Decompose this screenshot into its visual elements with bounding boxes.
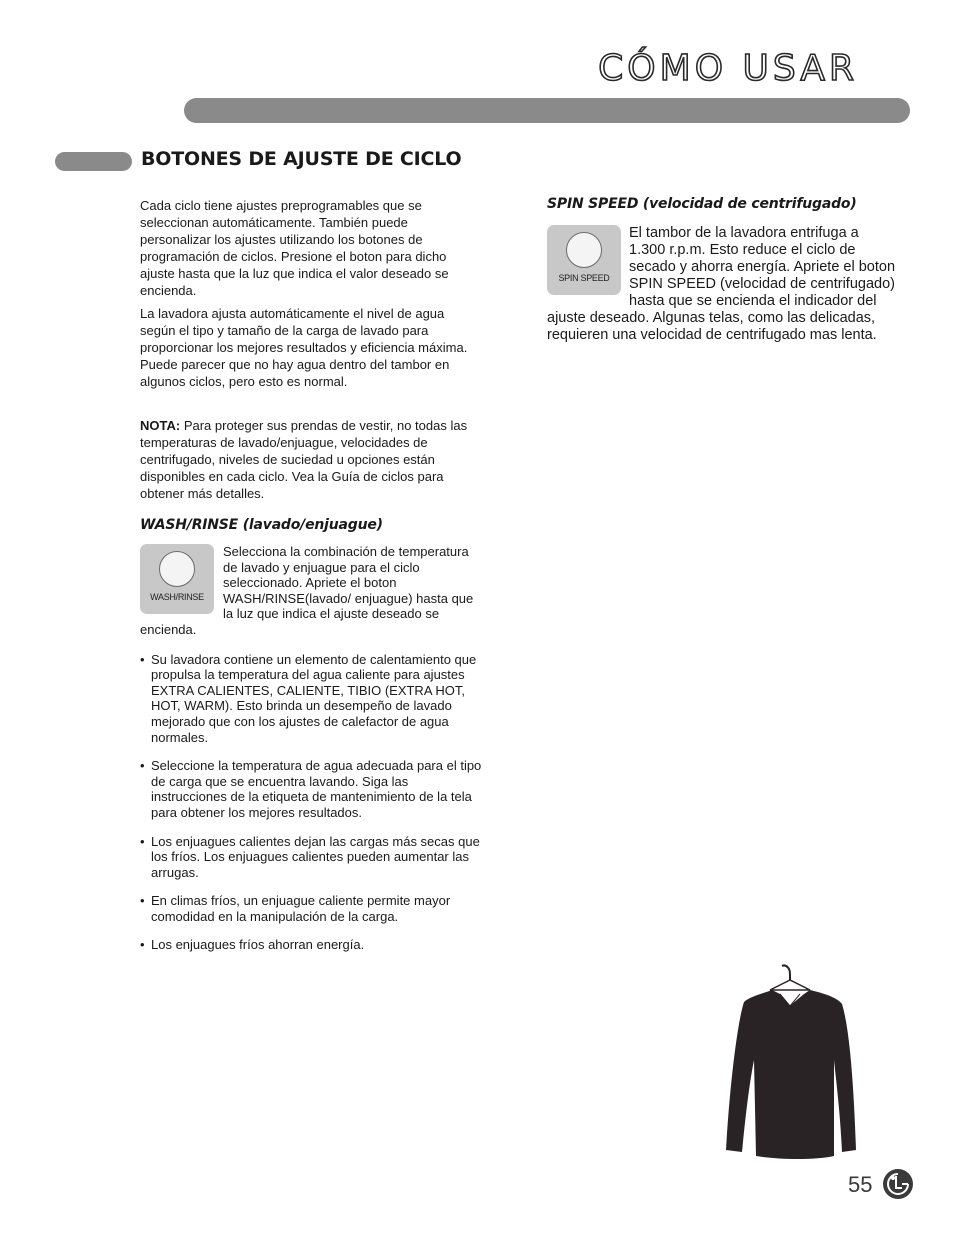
wash-rinse-button-label: WASH/RINSE — [150, 592, 204, 602]
wash-rinse-button-light — [159, 551, 195, 587]
bullet-icon: • — [140, 758, 145, 774]
list-item: • Los enjuagues fríos ahorran energía. — [140, 937, 365, 953]
list-item: • Los enjuagues calientes dejan las cargas más secas que los fríos. Los enjuagues calientes pueden aumentar las arrugas. — [140, 833, 480, 880]
header-bar — [184, 98, 910, 123]
page-number: 55 — [848, 1172, 873, 1197]
wash-rinse-bullets — [140, 652, 482, 954]
bullet-icon: • — [140, 893, 145, 909]
water-level-paragraph: La lavadora ajusta automáticamente el nivel de agua según el tipo y tamaño de la carga de lavado para proporcionar los mejores resultados y eficiencia máxima. Puede parecer que no hay agua dentro del tambor en algunos ciclos, pero esto es normal. — [140, 306, 468, 389]
lg-logo — [882, 1168, 914, 1200]
wash-rinse-description: Selecciona la combinación de temperatura de lavado y enjuague para el ciclo seleccionado. Apriete el boton WASH/RINSE(lavado/ enjuague) hasta que la luz que indica el ajuste deseado se encienda. — [140, 544, 474, 637]
right-column — [547, 196, 897, 344]
page-header-title: CÓMO USAR — [598, 48, 858, 89]
note-text: Para proteger sus prendas de vestir, no todas las temperaturas de lavado/enjuague, velocidades de centrifugado, niveles de suciedad u opciones están disponibles en cada ciclo. Vea la Guía de ciclos para obtener más detalles. — [140, 418, 468, 501]
shirt-on-hanger-icon — [720, 960, 862, 1160]
bullet-icon: • — [140, 937, 145, 953]
list-item: • Su lavadora contiene un elemento de calentamiento que propulsa la temperatura del agua caliente para ajustes EXTRA CALIENTES, CALIENTE, TIBIO (EXTRA HOT, HOT, WARM). Esto brinda un desempeño de lavado mejorado que con los ajustes de calefactor de agua normales. — [140, 651, 477, 745]
note-paragraph — [140, 417, 482, 502]
wash-rinse-button — [140, 544, 214, 614]
note-label: NOTA: — [140, 418, 181, 433]
left-column — [140, 197, 482, 966]
section-pill — [55, 152, 132, 171]
spin-speed-button — [547, 225, 621, 295]
wash-rinse-section — [140, 517, 482, 953]
bullet-icon: • — [140, 833, 145, 849]
intro-paragraph: Cada ciclo tiene ajustes preprogramables que se seleccionan automáticamente. También puede personalizar los ajustes utilizando los botones de programación de ciclos. Presione el boton para dicho ajuste hasta que la luz que indica el valor deseado se encienda. — [140, 198, 449, 298]
spin-speed-description: El tambor de la lavadora entrifuga a 1.300 r.p.m. Esto reduce el ciclo de secado y ahorra energía. Apriete el boton SPIN SPEED (velocidad de centrifugado) hasta que se encienda el indicador del ajuste deseado. Algunas telas, como las delicadas, requieren una velocidad de centrifugado mas lenta. — [547, 225, 896, 343]
spin-speed-button-light — [566, 232, 602, 268]
spin-speed-heading: SPIN SPEED (velocidad de centrifugado) — [547, 196, 857, 212]
list-item: • Seleccione la temperatura de agua adecuada para el tipo de carga que se encuentra lavando. Siga las instrucciones de la etiqueta de mantenimiento de la tela para obtener los mejores resultados. — [140, 758, 482, 820]
section-title: BOTONES DE AJUSTE DE CICLO — [141, 148, 462, 170]
wash-rinse-heading: WASH/RINSE (lavado/enjuague) — [140, 517, 383, 533]
list-item: • En climas fríos, un enjuague caliente permite mayor comodidad en la manipulación de la carga. — [140, 893, 451, 924]
spin-speed-button-label: SPIN SPEED — [558, 273, 610, 283]
bullet-icon: • — [140, 651, 145, 667]
